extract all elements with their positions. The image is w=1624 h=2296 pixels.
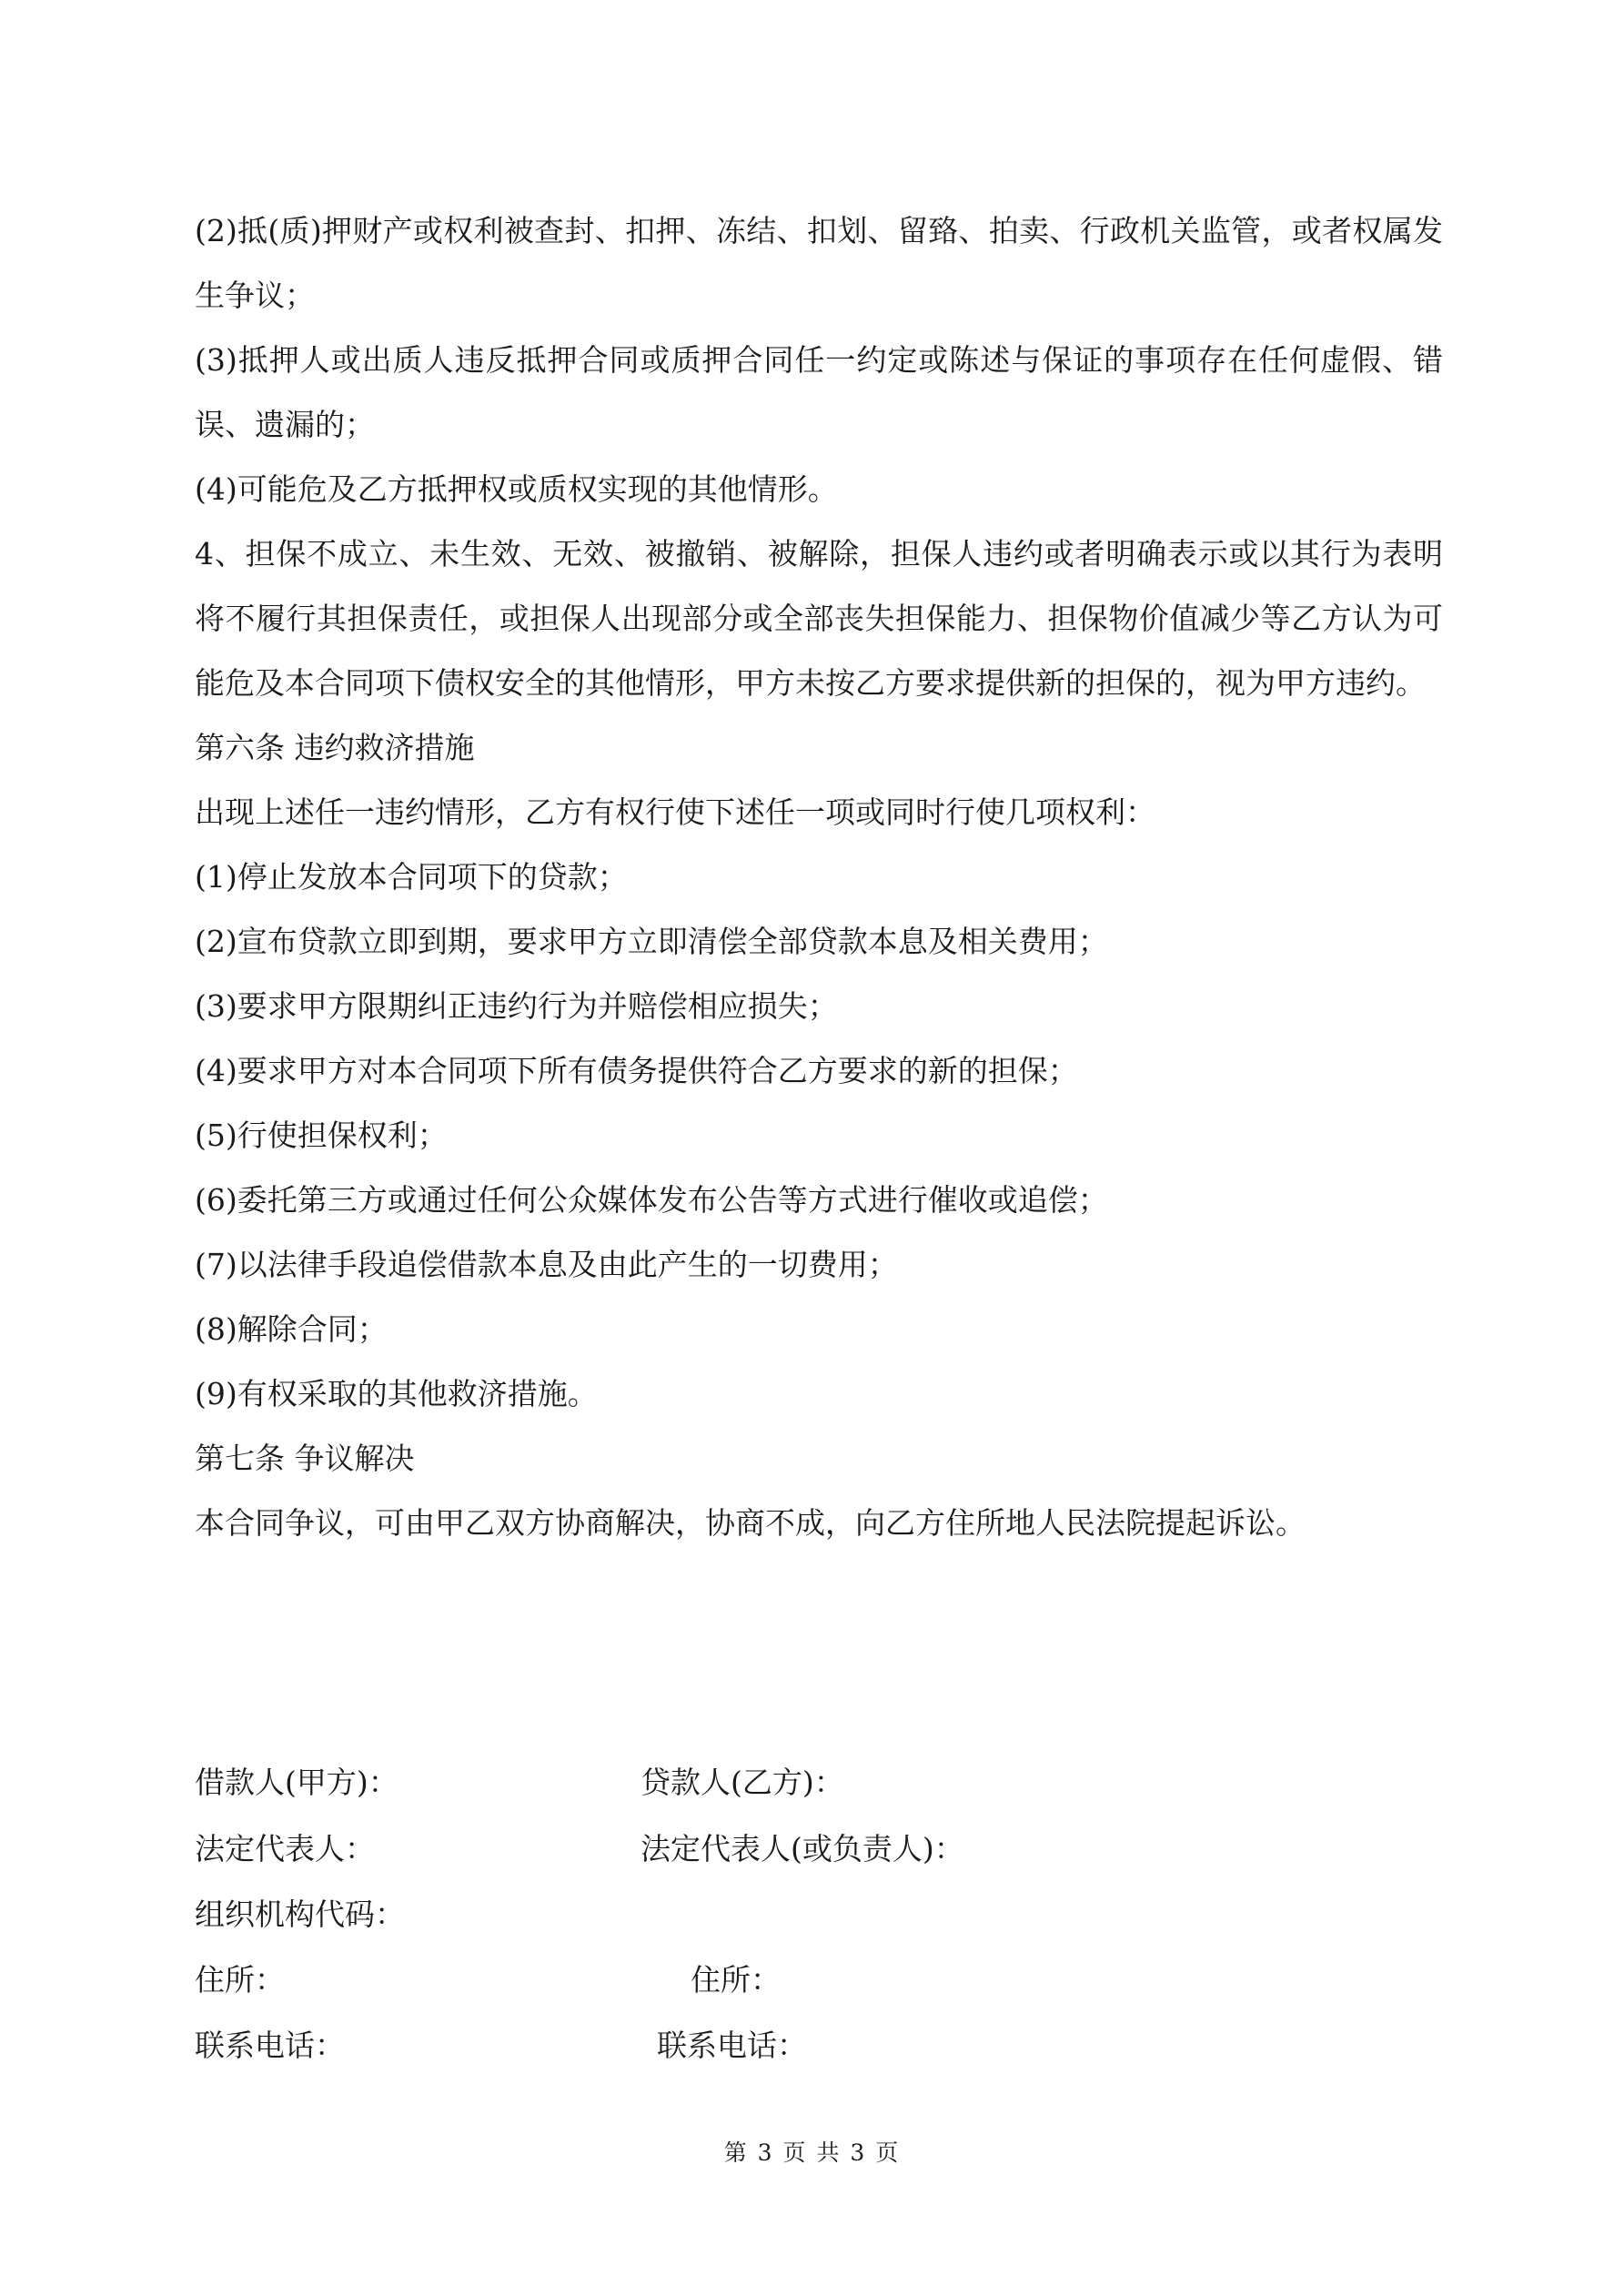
remedy-1: (1)停止发放本合同项下的贷款；: [195, 859, 628, 895]
lender-label: 贷款人(乙方)：: [641, 1765, 844, 1800]
signature-row-phone: [195, 2013, 1377, 2078]
clause-2-seized-collateral: (2)抵(质)押财产或权利被查封、扣押、冻结、扣划、留臵、拍卖、行政机关监管，或者权属发生争议；: [195, 213, 1443, 313]
borrower-phone-label: 联系电话：: [195, 2028, 345, 2063]
remedy-6: (6)委托第三方或通过任何公众媒体发布公告等方式进行催收或追偿；: [195, 1182, 1108, 1218]
borrower-rep-label: 法定代表人：: [195, 1831, 375, 1866]
remedy-4: (4)要求甲方对本合同项下所有债务提供符合乙方要求的新的担保；: [195, 1053, 1078, 1088]
remedy-2: (2)宣布贷款立即到期，要求甲方立即清偿全部贷款本息及相关费用；: [195, 924, 1108, 959]
org-code-label: 组织机构代码：: [195, 1896, 405, 1932]
borrower-address-label: 住所：: [195, 1962, 285, 1998]
lender-phone-label: 联系电话：: [657, 2028, 807, 2063]
lender-rep-label: 法定代表人(或负责人)：: [641, 1831, 964, 1866]
article-7-text: 本合同争议，可由甲乙双方协商解决，协商不成，向乙方住所地人民法院提起诉讼。: [195, 1505, 1306, 1541]
clause-3-breach-by-pledgor: (3)抵押人或出质人违反抵押合同或质押合同任一约定或陈述与保证的事项存在任何虚假、错误、遗漏的；: [195, 342, 1443, 442]
signature-row-address: [195, 1947, 1377, 2012]
lender-address-label: 住所：: [691, 1962, 781, 1998]
remedy-7: (7)以法律手段追偿借款本息及由此产生的一切费用；: [195, 1247, 898, 1282]
article-7-heading: 第七条 争议解决: [195, 1441, 415, 1476]
remedy-3: (3)要求甲方限期纠正违约行为并赔偿相应损失；: [195, 988, 838, 1024]
article-6-heading: 第六条 违约救济措施: [195, 730, 475, 765]
signature-row-representatives: [195, 1816, 1377, 1881]
remedy-5: (5)行使担保权利；: [195, 1118, 448, 1153]
signature-row-parties: [195, 1750, 1377, 1815]
article-6-intro: 出现上述任一违约情形，乙方有权行使下述任一项或同时行使几项权利：: [195, 794, 1155, 830]
clause-guarantee-failure: 4、担保不成立、未生效、无效、被撤销、被解除，担保人违约或者明确表示或以其行为表明将不履行其担保责任，或担保人出现部分或全部丧失担保能力、担保物价值减少等乙方认为可能危及本合同项下债权安全的其他情形，甲方未按乙方要求提供新的担保的，视为甲方违约。: [195, 536, 1443, 701]
remedy-9: (9)有权采取的其他救济措施。: [195, 1376, 598, 1411]
contract-body: [195, 198, 1443, 1555]
remedy-8: (8)解除合同；: [195, 1311, 388, 1347]
borrower-label: 借款人(甲方)：: [195, 1765, 398, 1800]
signature-row-org-code: [195, 1882, 1377, 1947]
page-number: 第 3 页 共 3 页: [723, 2139, 901, 2166]
clause-4-other-risk: (4)可能危及乙方抵押权或质权实现的其他情形。: [195, 471, 838, 507]
